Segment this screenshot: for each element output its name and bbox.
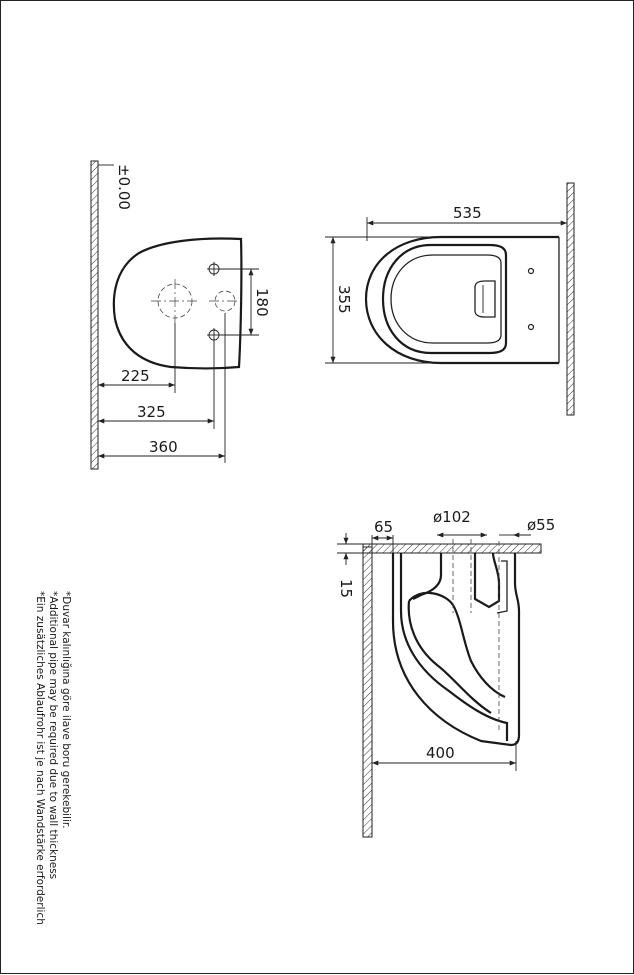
dim-360: 360 bbox=[149, 438, 178, 456]
section-wall bbox=[363, 547, 372, 837]
dim-225: 225 bbox=[121, 367, 150, 385]
dim-d102: ø102 bbox=[433, 508, 471, 526]
top-view-seat-inner bbox=[391, 255, 501, 343]
front-view-wall bbox=[91, 161, 98, 469]
dim-180: 180 bbox=[253, 288, 271, 317]
section-slab bbox=[363, 544, 541, 553]
section-body-outer bbox=[393, 553, 519, 745]
side-section-view bbox=[337, 508, 555, 837]
front-view bbox=[91, 161, 271, 469]
top-view-wall bbox=[567, 183, 574, 415]
dim-325: 325 bbox=[137, 403, 166, 421]
notes bbox=[34, 591, 72, 925]
dim-535: 535 bbox=[453, 204, 482, 222]
technical-drawing bbox=[1, 1, 634, 975]
dim-15: 15 bbox=[337, 579, 355, 599]
top-view bbox=[325, 183, 574, 415]
dim-65: 65 bbox=[374, 518, 394, 536]
dim-400: 400 bbox=[426, 744, 455, 762]
level-label: ±0.00 bbox=[115, 164, 133, 210]
note-turkish: *Duvar kalınlığına göre ilave boru gerekebilir. bbox=[60, 591, 72, 829]
top-view-fixing-point-bottom bbox=[529, 325, 534, 330]
front-view-bowl-outline bbox=[114, 239, 242, 369]
dim-d55: ø55 bbox=[527, 516, 556, 534]
note-german: *Ein zusätzliches Ablaufrohr ist je nach Wandstärke erforderlich bbox=[34, 591, 46, 925]
top-view-bowl-outline bbox=[366, 237, 559, 363]
top-view-fixing-point-top bbox=[529, 269, 534, 274]
note-english: *Additional pipe may be required due to wall thickness bbox=[47, 591, 59, 880]
dim-355: 355 bbox=[335, 285, 353, 314]
top-view-seat-outer bbox=[383, 245, 506, 353]
